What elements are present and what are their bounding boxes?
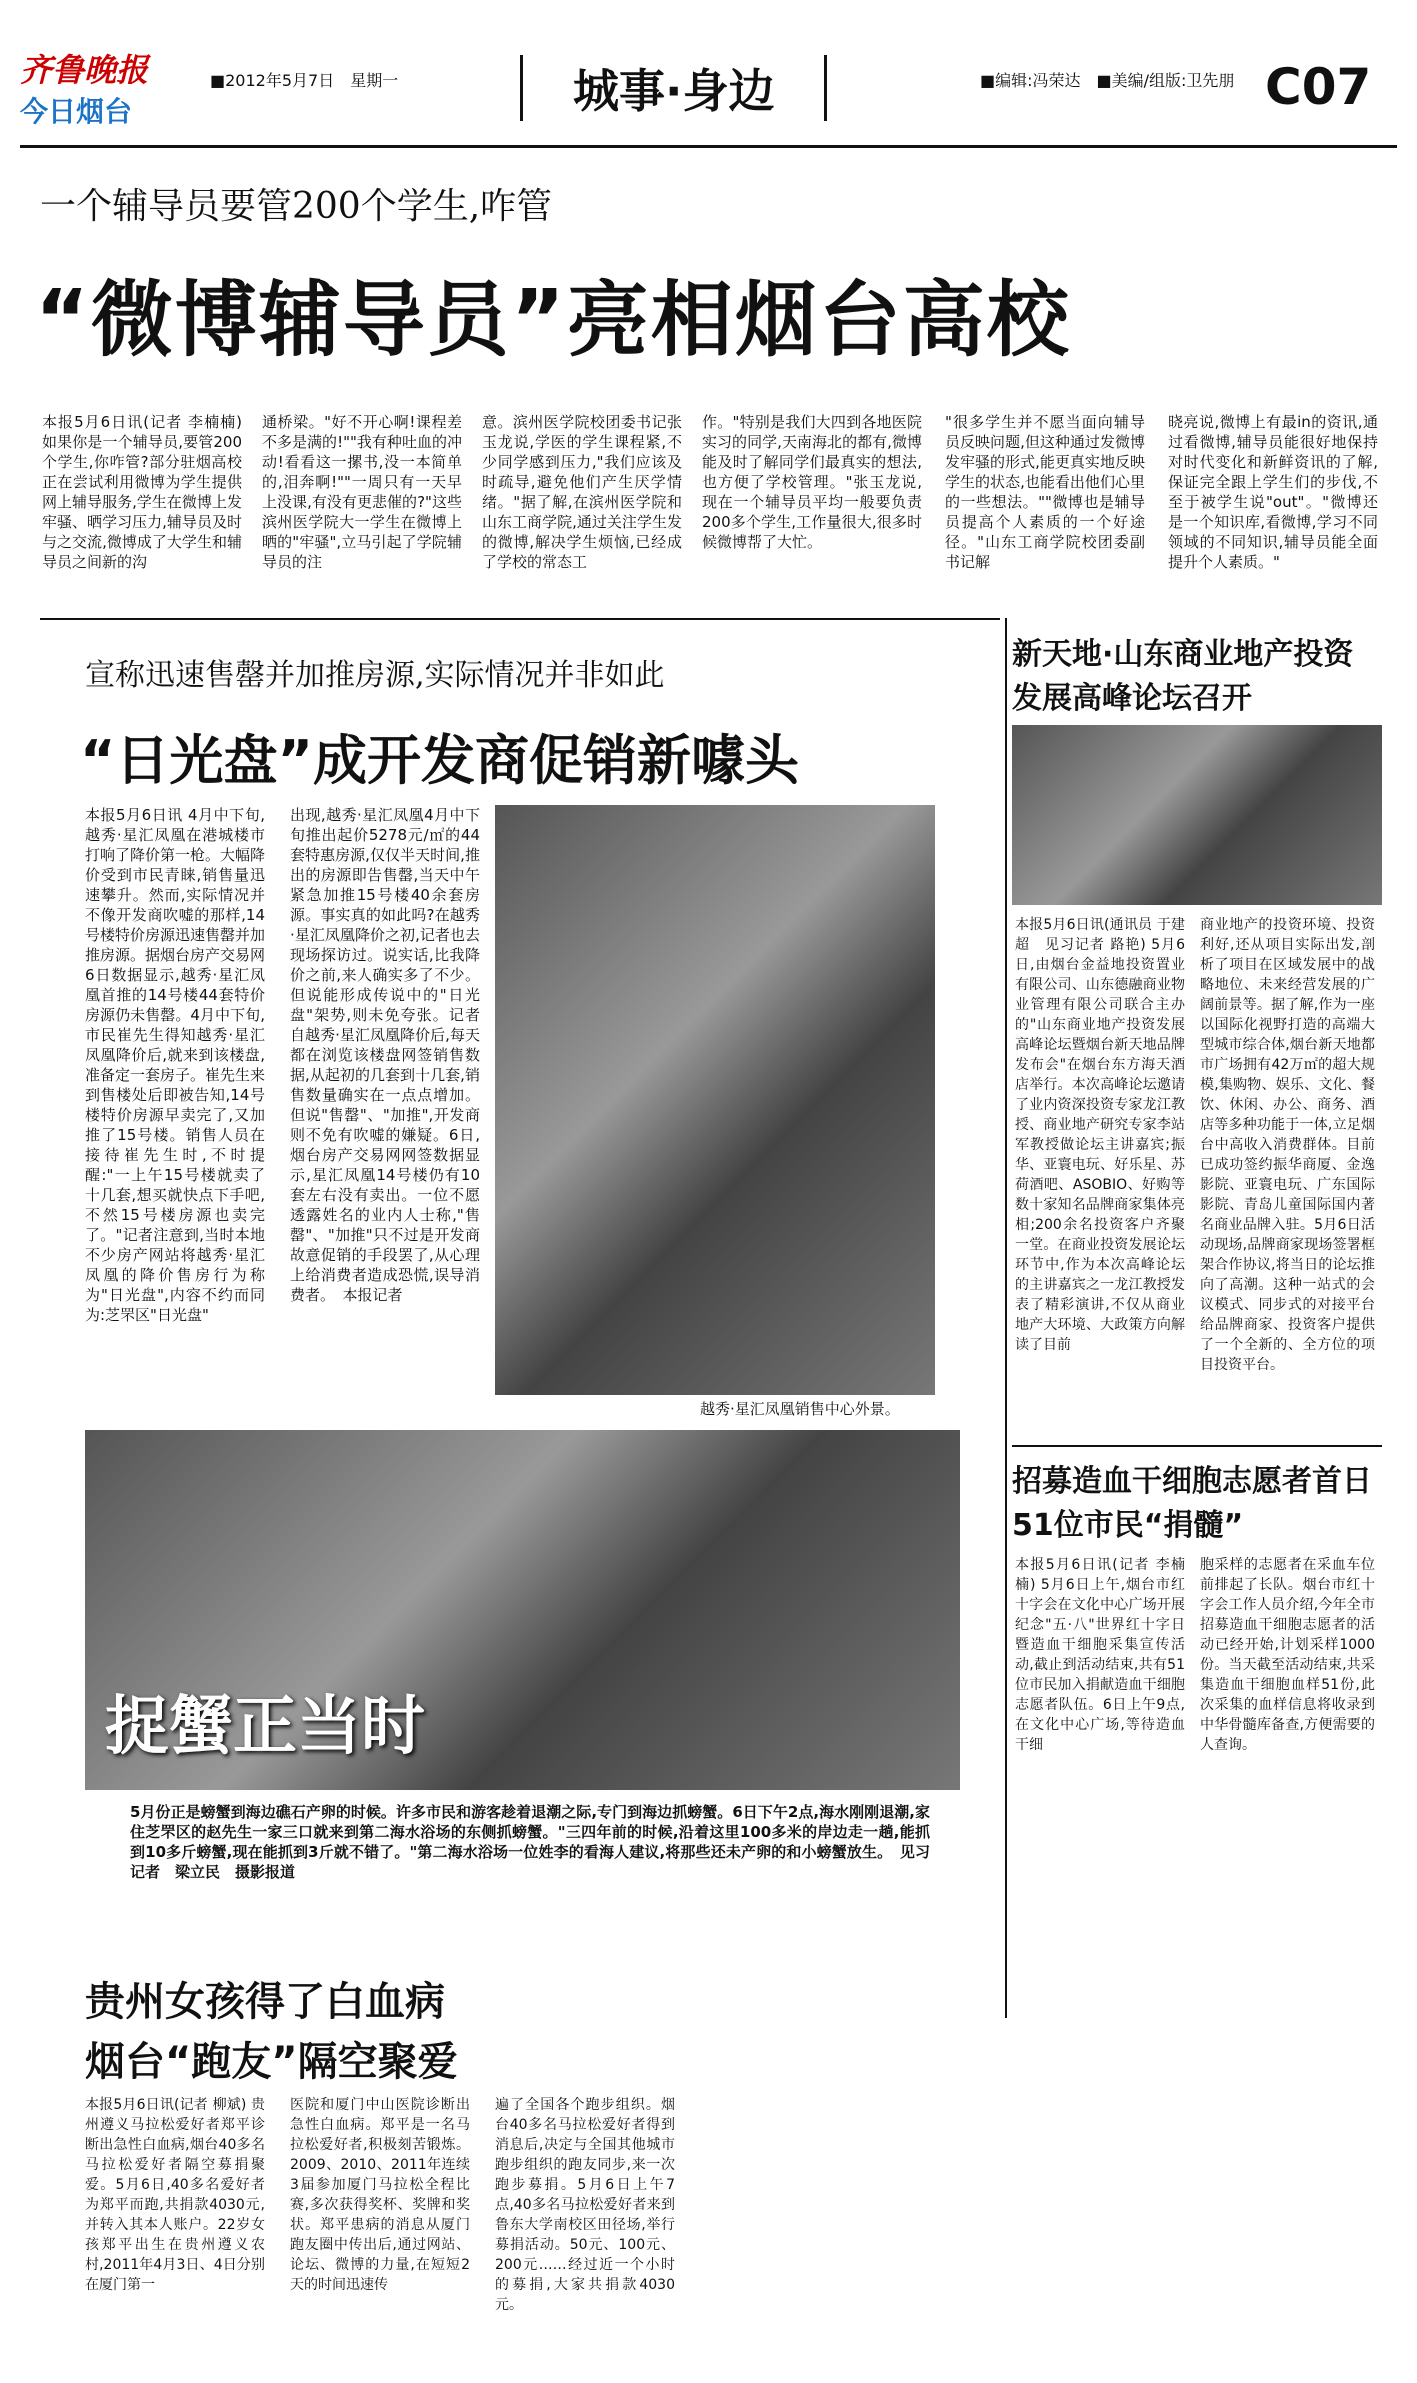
story6-headline-1: 贵州女孩得了白血病 [85, 1979, 445, 2025]
story4-headline: 招募造血干细胞志愿者首日51位市民“捐髓” [1012, 1464, 1372, 1543]
photo-caption: 越秀·星汇凤凰销售中心外景。 [700, 1400, 900, 1418]
story5-caption: 5月份正是螃蟹到海边礁石产卵的时候。许多市民和游客趁着退潮之际,专门到海边抓螃蟹。6日下午2点,海水刚刚退潮,家住芝罘区的赵先生一家三口就来到第二海水浴场的东侧抓螃蟹。"三四年前的时候,沿着这里100多米的岸边走一趟,能抓到10多斤螃蟹,现在能抓到3斤就不错了。"第二海水浴场一位姓李的看海人建议,将那些还未产卵的和小螃蟹放生。 见习记者 梁立民 摄影报道 [130, 1803, 930, 1881]
story3-col-2: 商业地产的投资环境、投资利好,还从项目实际出发,剖析了项目在区域发展中的战略地位、未来经营发展的广阔前景等。据了解,作为一座以国际化视野打造的高端大型城市综合体,烟台新天地都市广场拥有42万㎡的超大规模,集购物、娱乐、文化、餐饮、休闲、办公、商务、酒店等多种功能于一体,立足烟台中高收入消费群体。目前已成功签约振华商厦、金逸影院、亚寰电玩、广东国际影院、青岛儿童国际国内著名商业品牌入驻。5月6日活动现场,品牌商家现场签署框架合作协议,将当日的论坛推向了高潮。这种一站式的会议模式、同步式的对接平台给品牌商家、投资客户提供了一个全新的、全方位的项目投资平台。 [1200, 917, 1375, 1373]
edition-name: 今日烟台 [20, 95, 133, 128]
story1-col-3: 意。滨州医学院校团委书记张玉龙说,学医的学生课程紧,不少同学感到压力,"我们应该及时疏导,避免他们产生厌学情绪。"据了解,在滨州医学院和山东工商学院,通过关注学生发的微博,解决学生烦恼,已经成了学校的常态工 [482, 413, 682, 571]
editor-credits: ■编辑:冯荣达 ■美编/组版:卫先朋 [980, 71, 1235, 90]
page-number: C07 [1265, 58, 1372, 116]
story2-col-1: 本报5月6日讯 4月中下旬,越秀·星汇凤凰在港城楼市打响了降价第一枪。大幅降价受到市民青睐,销售量迅速攀升。然而,实际情况并不像开发商吹嘘的那样,14号楼特价房源迅速售罄并加推房源。据烟台房产交易网6日数据显示,越秀·星汇凤凰首推的14号楼44套特价房源仍未售罄。4月中下旬,市民崔先生得知越秀·星汇凤凰降价后,就来到该楼盘,准备定一套房子。崔先生来到售楼处后即被告知,14号楼特价房源早卖完了,又加推了15号楼。销售人员在接待崔先生时,不时提醒:"一上午15号楼就卖了十几套,想买就快点下手吧,不然15号楼房源也卖完了。"记者注意到,当时本地不少房产网站将越秀·星汇凤凰的降价售房行为称为"日光盘",内容不约而同为:芝罘区"日光盘" [85, 806, 266, 1324]
story1-kicker: 一个辅导员要管200个学生,咋管 [40, 186, 553, 227]
story1-col-2: 通桥梁。"好不开心啊!课程差不多是满的!""我有种吐血的冲动!看看这一摞书,没一本简单的,泪奔啊!""一周只有一天早上没课,有没有更悲催的?"这些滨州医学院大一学生在微博上晒的"牢骚",立马引起了学院辅导员的注 [262, 413, 462, 571]
divider [1012, 1445, 1382, 1447]
dateline: ■2012年5月7日 星期一 [210, 71, 399, 90]
story6-col-2: 医院和厦门中山医院诊断出急性白血病。郑平是一名马拉松爱好者,积极刻苦锻炼。2009、2010、2011年连续3届参加厦门马拉松全程比赛,多次获得奖杯、奖牌和奖状。郑平患病的消息从厦门跑友圈中传出后,通过网站、论坛、微博的力量,在短短2天的时间迅速传 [290, 2097, 470, 2293]
sales-center-photo [495, 805, 935, 1395]
forum-photo [1012, 725, 1382, 905]
newspaper-logo: 齐鲁晚报 [20, 51, 149, 89]
story1-col-4: 作。"特别是我们大四到各地医院实习的同学,天南海北的都有,微博能及时了解同学们最真实的想法,也方便了学校管理。"张玉龙说,现在一个辅导员平均一般要负责200多个学生,工作量很大,很多时候微博帮了大忙。 [702, 413, 922, 551]
story4-col-2: 胞采样的志愿者在采血车位前排起了长队。烟台市红十字会工作人员介绍,今年全市招募造血干细胞志愿者的活动已经开始,计划采样1000份。当天截至活动结束,共采集造血干细胞血样51份,此次采集的血样信息将收录到中华骨髓库备查,方便需要的人查询。 [1200, 1557, 1375, 1753]
story1-headline: “微博辅导员”亮相烟台高校 [35, 273, 1071, 368]
divider [40, 618, 1000, 620]
story1-col-1: 本报5月6日讯(记者 李楠楠) 如果你是一个辅导员,要管200个学生,你咋管?部分驻烟高校正在尝试利用微博为学生提供网上辅导服务,学生在微博上发牢骚、晒学习压力,辅导员及时与之交流,微博成了大学生和辅导员之间新的沟 [42, 413, 242, 571]
story6-col-1: 本报5月6日讯(记者 柳斌) 贵州遵义马拉松爱好者郑平诊断出急性白血病,烟台40多名马拉松爱好者隔空募捐聚爱。5月6日,40多名爱好者为郑平而跑,共捐款4030元,并转入其本人账户。22岁女孩郑平出生在贵州遵义农村,2011年4月3日、4日分别在厦门第一 [85, 2097, 265, 2293]
column-divider [1005, 618, 1007, 2018]
story6-headline-2: 烟台“跑友”隔空聚爱 [85, 2039, 458, 2085]
story6-col-3: 遍了全国各个跑步组织。烟台40多名马拉松爱好者得到消息后,决定与全国其他城市跑步组织的跑友同步,来一次跑步募捐。5月6日上午7点,40多名马拉松爱好者来到鲁东大学南校区田径场,举行募捐活动。50元、100元、200元……经过近一个小时的募捐,大家共捐款4030元。 [495, 2097, 675, 2313]
section-title: 城事·身边 [520, 55, 827, 121]
story4-col-1: 本报5月6日讯(记者 李楠楠) 5月6日上午,烟台市红十字会在文化中心广场开展纪念"五·八"世界红十字日暨造血干细胞采集宣传活动,截止到活动结束,共有51位市民加入捐献造血干细胞志愿者队伍。6日上午9点,在文化中心广场,等待造血干细 [1015, 1557, 1185, 1753]
story2-headline: “日光盘”成开发商促销新噱头 [80, 729, 799, 792]
story2-kicker: 宣称迅速售罄并加推房源,实际情况并非如此 [85, 658, 665, 693]
story3-headline: 新天地·山东商业地产投资发展高峰论坛召开 [1012, 637, 1354, 716]
story1-col-6: 晓亮说,微博上有最in的资讯,通过看微博,辅导员能很好地保持对时代变化和新鲜资讯的了解,保证完全跟上学生们的步伐,不至于被学生说"out"。"微博还是一个知识库,看微博,学习不同领域的不同知识,辅导员能全面提升个人素质。" [1168, 413, 1378, 571]
story1-col-5: "很多学生并不愿当面向辅导员反映问题,但这种通过发微博发牢骚的形式,能更真实地反映学生的状态,也能看出他们心里的一些想法。""微博也是辅导员提高个人素质的一个好途径。"山东工商学院校团委副书记解 [945, 413, 1145, 571]
story5-headline: 捉蟹正当时 [105, 1690, 425, 1764]
story3-col-1: 本报5月6日讯(通讯员 于建超 见习记者 路艳) 5月6日,由烟台金益地投资置业有限公司、山东德融商业物业管理有限公司联合主办的"山东商业地产投资发展高峰论坛暨烟台新天地品牌发布会"在烟台东方海天酒店举行。本次高峰论坛邀请了业内资深投资专家龙江教授、商业地产研究专家李站军教授做论坛主讲嘉宾;振华、亚寰电玩、好乐星、苏荷酒吧、ASOBIO、好购等数十家知名品牌商家集体亮相;200余名投资客户齐聚一堂。在商业投资发展论坛环节中,作为本次高峰论坛的主讲嘉宾之一龙江教授发表了精彩演讲,不仅从商业地产大环境、大政策方向解读了目前 [1015, 917, 1185, 1353]
story2-col-2: 出现,越秀·星汇凤凰4月中下旬推出起价5278元/㎡的44套特惠房源,仅仅半天时间,推出的房源即告售罄,当天中午紧急加推15号楼40余套房源。事实真的如此吗?在越秀·星汇凤凰降价之初,记者也去现场探访过。说实话,比我降价之前,来人确实多了不少。但说能形成传说中的"日光盘"架势,则未免夸张。记者自越秀·星汇凤凰降价后,每天都在浏览该楼盘网签销售数据,从起初的几套到十几套,销售数量确实在一点点增加。但说"售罄"、"加推",开发商则不免有吹嘘的嫌疑。6日,烟台房产交易网网签数据显示,星汇凤凰14号楼仍有10套左右没有卖出。一位不愿透露姓名的业内人士称,"售罄"、"加推"只不过是开发商故意促销的手段罢了,从心理上给消费者造成恐慌,误导消费者。 本报记者 [290, 806, 480, 1304]
